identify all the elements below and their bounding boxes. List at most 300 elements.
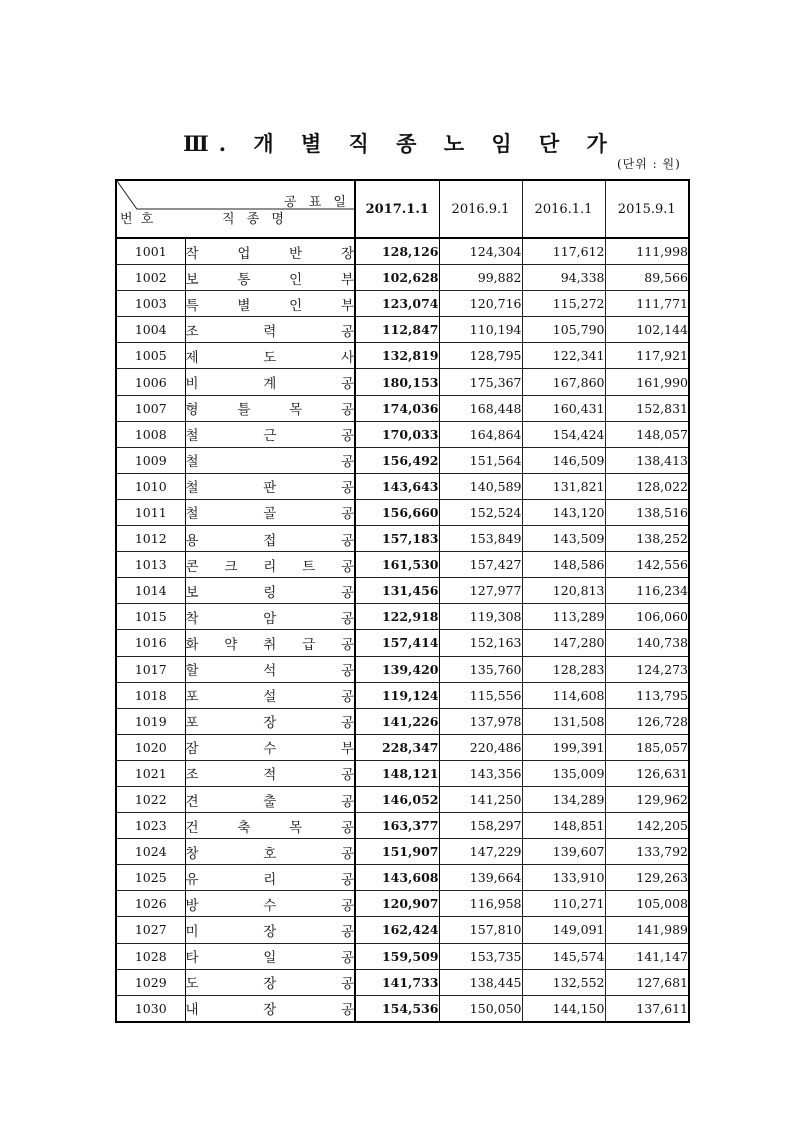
- job-name-char: 골: [263, 506, 277, 523]
- job-name: [185, 630, 355, 656]
- job-name-char: 적: [263, 767, 277, 784]
- job-name-char: 석: [263, 663, 277, 680]
- row-number: 1020: [116, 734, 185, 760]
- wage-value: 138,413: [605, 447, 689, 473]
- table-row: [116, 839, 689, 865]
- row-number: 1024: [116, 839, 185, 865]
- job-name-char: 제: [185, 349, 199, 366]
- job-name-char: 수: [263, 897, 277, 914]
- wage-value: 141,147: [605, 943, 689, 969]
- job-name-char: 출: [263, 793, 277, 810]
- job-name-char: 공: [340, 454, 354, 471]
- wage-value: 120,716: [439, 291, 522, 317]
- job-name-char: 근: [263, 428, 277, 445]
- job-name-char: 장: [263, 1002, 277, 1019]
- wage-value: 199,391: [522, 734, 605, 760]
- wage-value: 150,050: [439, 995, 522, 1022]
- row-number: 1011: [116, 499, 185, 525]
- job-name-char: 타: [185, 950, 199, 967]
- table-row: [116, 317, 689, 343]
- wage-value: 113,289: [522, 604, 605, 630]
- row-number: 1005: [116, 343, 185, 369]
- wage-value: 157,183: [355, 526, 439, 552]
- wage-value: 119,124: [355, 682, 439, 708]
- job-name-char: 착: [185, 610, 199, 627]
- wage-value: 123,074: [355, 291, 439, 317]
- wage-value: 142,205: [605, 813, 689, 839]
- job-name-char: 사: [340, 349, 354, 366]
- wage-value: 161,530: [355, 552, 439, 578]
- table-body: [116, 238, 689, 1022]
- wage-value: 99,882: [439, 265, 522, 291]
- wage-value: 112,847: [355, 317, 439, 343]
- row-number: 1008: [116, 421, 185, 447]
- wage-value: 157,810: [439, 917, 522, 943]
- wage-value: 128,795: [439, 343, 522, 369]
- job-name-char: 장: [340, 245, 354, 262]
- job-name: [185, 238, 355, 265]
- wage-value: 128,126: [355, 238, 439, 265]
- wage-value: 148,851: [522, 813, 605, 839]
- table-row: [116, 526, 689, 552]
- wage-value: 138,516: [605, 499, 689, 525]
- table-row: [116, 421, 689, 447]
- table-row: [116, 943, 689, 969]
- wage-value: 124,273: [605, 656, 689, 682]
- table-row: [116, 708, 689, 734]
- wage-value: 147,280: [522, 630, 605, 656]
- job-name-char: 공: [340, 923, 354, 940]
- table-row: [116, 656, 689, 682]
- wage-value: 185,057: [605, 734, 689, 760]
- wage-value: 114,608: [522, 682, 605, 708]
- wage-value: 105,008: [605, 891, 689, 917]
- wage-value: 154,536: [355, 995, 439, 1022]
- table-row: [116, 291, 689, 317]
- wage-value: 157,427: [439, 552, 522, 578]
- row-number: 1018: [116, 682, 185, 708]
- row-number: 1002: [116, 265, 185, 291]
- table-row: [116, 395, 689, 421]
- job-name: [185, 369, 355, 395]
- job-name-char: 리: [263, 558, 277, 575]
- job-name-char: 별: [237, 297, 251, 314]
- job-name-char: 공: [340, 376, 354, 393]
- wage-value: 94,338: [522, 265, 605, 291]
- job-name-char: 내: [185, 1002, 199, 1019]
- job-name: [185, 317, 355, 343]
- wage-value: 160,431: [522, 395, 605, 421]
- job-name: [185, 395, 355, 421]
- job-name: [185, 447, 355, 473]
- wage-value: 152,163: [439, 630, 522, 656]
- wage-value: 143,608: [355, 865, 439, 891]
- date-header-2017-1-1: 2017.1.1: [355, 180, 439, 238]
- wage-value: 158,297: [439, 813, 522, 839]
- job-name-char: 도: [185, 976, 199, 993]
- wage-value: 141,226: [355, 708, 439, 734]
- date-header-2015-9-1: 2015.9.1: [605, 180, 689, 238]
- job-name-char: 공: [340, 793, 354, 810]
- row-number: 1023: [116, 813, 185, 839]
- wage-value: 120,813: [522, 578, 605, 604]
- wage-value: 161,990: [605, 369, 689, 395]
- job-name-char: 장: [263, 976, 277, 993]
- job-name: [185, 656, 355, 682]
- job-name-char: 철: [185, 480, 199, 497]
- row-number: 1007: [116, 395, 185, 421]
- wage-value: 126,631: [605, 760, 689, 786]
- table-row: [116, 865, 689, 891]
- job-name: [185, 786, 355, 812]
- job-name: [185, 421, 355, 447]
- job-name-char: 공: [340, 871, 354, 888]
- wage-value: 167,860: [522, 369, 605, 395]
- job-name-char: 암: [263, 610, 277, 627]
- job-name-label: 직 종 명: [222, 212, 288, 227]
- wage-value: 128,022: [605, 473, 689, 499]
- job-name-char: 링: [263, 584, 277, 601]
- wage-value: 139,607: [522, 839, 605, 865]
- job-name-char: 취: [263, 636, 277, 653]
- wage-value: 141,989: [605, 917, 689, 943]
- wage-value: 175,367: [439, 369, 522, 395]
- wage-value: 152,831: [605, 395, 689, 421]
- wage-value: 115,272: [522, 291, 605, 317]
- job-name-char: 작: [185, 245, 199, 262]
- wage-value: 129,962: [605, 786, 689, 812]
- wage-value: 148,057: [605, 421, 689, 447]
- wage-value: 138,252: [605, 526, 689, 552]
- wage-value: 132,552: [522, 969, 605, 995]
- job-name-char: 철: [185, 428, 199, 445]
- wage-value: 146,052: [355, 786, 439, 812]
- job-name-char: 공: [340, 402, 354, 419]
- wage-value: 133,910: [522, 865, 605, 891]
- wage-value: 152,524: [439, 499, 522, 525]
- wage-value: 153,735: [439, 943, 522, 969]
- table-row: [116, 917, 689, 943]
- table-row: [116, 734, 689, 760]
- wage-value: 143,120: [522, 499, 605, 525]
- job-name: [185, 291, 355, 317]
- job-name-char: 력: [263, 323, 277, 340]
- job-name-char: 철: [185, 506, 199, 523]
- wage-value: 120,907: [355, 891, 439, 917]
- wage-value: 163,377: [355, 813, 439, 839]
- job-name-char: 리: [263, 871, 277, 888]
- job-name-char: 특: [185, 297, 199, 314]
- row-number: 1027: [116, 917, 185, 943]
- job-name-char: 호: [263, 845, 277, 862]
- job-name-char: 크: [224, 558, 238, 575]
- wage-value: 135,009: [522, 760, 605, 786]
- wage-value: 117,921: [605, 343, 689, 369]
- job-name-char: 부: [340, 741, 354, 758]
- wage-value: 133,792: [605, 839, 689, 865]
- job-name-char: 포: [185, 689, 199, 706]
- wage-value: 140,589: [439, 473, 522, 499]
- announce-date-label: 공 표 일: [284, 195, 350, 210]
- job-name-char: 급: [302, 636, 316, 653]
- table-row: [116, 682, 689, 708]
- job-name-char: 계: [263, 376, 277, 393]
- wage-value: 139,420: [355, 656, 439, 682]
- date-header-2016-1-1: 2016.1.1: [522, 180, 605, 238]
- job-name-char: 방: [185, 897, 199, 914]
- wage-value: 126,728: [605, 708, 689, 734]
- job-name-char: 공: [340, 532, 354, 549]
- job-name-char: 인: [289, 297, 303, 314]
- job-name: [185, 734, 355, 760]
- wage-value: 102,628: [355, 265, 439, 291]
- job-name-char: 업: [237, 245, 251, 262]
- row-number: 1016: [116, 630, 185, 656]
- wage-value: 151,907: [355, 839, 439, 865]
- page-title: Ⅲ. 개 별 직 종 노 임 단 가: [183, 131, 617, 156]
- job-name-char: 목: [289, 402, 303, 419]
- table-row: [116, 499, 689, 525]
- wage-value: 89,566: [605, 265, 689, 291]
- wage-value: 132,819: [355, 343, 439, 369]
- wage-value: 141,250: [439, 786, 522, 812]
- job-name-char: 통: [237, 271, 251, 288]
- wage-value: 143,356: [439, 760, 522, 786]
- wage-value: 122,918: [355, 604, 439, 630]
- job-name-char: 조: [185, 323, 199, 340]
- wage-value: 141,733: [355, 969, 439, 995]
- job-name-char: 철: [185, 454, 199, 471]
- job-name: [185, 760, 355, 786]
- job-name-char: 견: [185, 793, 199, 810]
- wage-value: 115,556: [439, 682, 522, 708]
- wage-value: 168,448: [439, 395, 522, 421]
- job-name-char: 공: [340, 323, 354, 340]
- wage-value: 154,424: [522, 421, 605, 447]
- job-name: [185, 343, 355, 369]
- table-row: [116, 969, 689, 995]
- job-name-char: 공: [340, 1002, 354, 1019]
- row-number: 1029: [116, 969, 185, 995]
- job-name: [185, 265, 355, 291]
- wage-value: 145,574: [522, 943, 605, 969]
- row-number: 1019: [116, 708, 185, 734]
- diagonal-header-cell: [116, 180, 355, 238]
- job-name: [185, 995, 355, 1022]
- wage-value: 144,150: [522, 995, 605, 1022]
- job-name-char: 공: [340, 636, 354, 653]
- row-number: 1012: [116, 526, 185, 552]
- job-name-char: 반: [289, 245, 303, 262]
- wage-value: 113,795: [605, 682, 689, 708]
- row-number: 1003: [116, 291, 185, 317]
- job-name-char: 부: [340, 297, 354, 314]
- job-name-char: 부: [340, 271, 354, 288]
- table-row: [116, 995, 689, 1022]
- job-name-char: 공: [340, 663, 354, 680]
- job-name-char: 미: [185, 923, 199, 940]
- row-number: 1010: [116, 473, 185, 499]
- job-name-char: 인: [289, 271, 303, 288]
- wage-value: 116,958: [439, 891, 522, 917]
- table-header-row: [116, 180, 689, 238]
- wage-value: 162,424: [355, 917, 439, 943]
- row-number: 1014: [116, 578, 185, 604]
- job-name: [185, 578, 355, 604]
- wage-value: 140,738: [605, 630, 689, 656]
- wage-value: 110,271: [522, 891, 605, 917]
- row-number: 1026: [116, 891, 185, 917]
- wage-value: 110,194: [439, 317, 522, 343]
- wage-value: 174,036: [355, 395, 439, 421]
- wage-value: 228,347: [355, 734, 439, 760]
- job-name-char: 화: [185, 636, 199, 653]
- job-name-char: 공: [340, 506, 354, 523]
- wage-value: 128,283: [522, 656, 605, 682]
- job-name: [185, 891, 355, 917]
- wage-value: 127,977: [439, 578, 522, 604]
- job-name-char: 일: [263, 950, 277, 967]
- job-name-char: 목: [289, 819, 303, 836]
- job-name-char: 약: [224, 636, 238, 653]
- row-number: 1006: [116, 369, 185, 395]
- job-name-char: 유: [185, 871, 199, 888]
- table-row: [116, 786, 689, 812]
- wage-value: 131,508: [522, 708, 605, 734]
- table-row: [116, 630, 689, 656]
- job-name-char: 장: [263, 923, 277, 940]
- table-row: [116, 343, 689, 369]
- job-name-char: 공: [340, 428, 354, 445]
- row-number: 1021: [116, 760, 185, 786]
- wage-value: 170,033: [355, 421, 439, 447]
- job-name-char: 보: [185, 584, 199, 601]
- job-name: [185, 839, 355, 865]
- job-name-char: 할: [185, 663, 199, 680]
- job-name-char: 트: [302, 558, 316, 575]
- job-name-char: 수: [263, 741, 277, 758]
- number-label: 번 호: [120, 212, 156, 227]
- wage-value: 164,864: [439, 421, 522, 447]
- wage-value: 134,289: [522, 786, 605, 812]
- row-number: 1004: [116, 317, 185, 343]
- wage-value: 127,681: [605, 969, 689, 995]
- wage-value: 105,790: [522, 317, 605, 343]
- wage-value: 142,556: [605, 552, 689, 578]
- job-name: [185, 682, 355, 708]
- job-name-char: 공: [340, 976, 354, 993]
- job-name-char: 공: [340, 819, 354, 836]
- job-name-char: 도: [263, 349, 277, 366]
- wage-value: 153,849: [439, 526, 522, 552]
- job-name-char: 공: [340, 897, 354, 914]
- job-name-char: 공: [340, 584, 354, 601]
- wage-value: 106,060: [605, 604, 689, 630]
- table-row: [116, 552, 689, 578]
- job-name-char: 형: [185, 402, 199, 419]
- job-name: [185, 943, 355, 969]
- job-name-char: 공: [340, 845, 354, 862]
- job-name-char: 건: [185, 819, 199, 836]
- job-name: [185, 473, 355, 499]
- job-name: [185, 969, 355, 995]
- row-number: 1025: [116, 865, 185, 891]
- table-row: [116, 447, 689, 473]
- table-row: [116, 891, 689, 917]
- row-number: 1017: [116, 656, 185, 682]
- wage-value: 159,509: [355, 943, 439, 969]
- job-name-char: 창: [185, 845, 199, 862]
- wage-value: 135,760: [439, 656, 522, 682]
- unit-label: (단위 : 원): [617, 157, 681, 171]
- job-name-char: 공: [340, 610, 354, 627]
- job-name: [185, 917, 355, 943]
- table-row: [116, 604, 689, 630]
- row-number: 1015: [116, 604, 185, 630]
- wage-value: 139,664: [439, 865, 522, 891]
- wage-value: 102,144: [605, 317, 689, 343]
- wage-value: 117,612: [522, 238, 605, 265]
- job-name-char: 공: [340, 950, 354, 967]
- wage-value: 147,229: [439, 839, 522, 865]
- date-header-2016-9-1: 2016.9.1: [439, 180, 522, 238]
- job-name-char: 용: [185, 532, 199, 549]
- row-number: 1013: [116, 552, 185, 578]
- row-number: 1030: [116, 995, 185, 1022]
- wage-value: 180,153: [355, 369, 439, 395]
- job-name-char: 접: [263, 532, 277, 549]
- job-name-char: 축: [237, 819, 251, 836]
- job-name-char: 공: [340, 480, 354, 497]
- wage-value: 148,121: [355, 760, 439, 786]
- wage-value: 111,998: [605, 238, 689, 265]
- job-name-char: 잠: [185, 741, 199, 758]
- table-row: [116, 473, 689, 499]
- wage-value: 157,414: [355, 630, 439, 656]
- job-name: [185, 552, 355, 578]
- wage-value: 131,821: [522, 473, 605, 499]
- job-name-char: 공: [340, 715, 354, 732]
- job-name: [185, 526, 355, 552]
- job-name-char: 판: [263, 480, 277, 497]
- job-name-char: 콘: [185, 558, 199, 575]
- job-name-char: 장: [263, 715, 277, 732]
- table-row: [116, 578, 689, 604]
- wage-value: 151,564: [439, 447, 522, 473]
- job-name-char: 공: [340, 767, 354, 784]
- job-name-char: 틀: [237, 402, 251, 419]
- job-name-char: 설: [263, 689, 277, 706]
- wage-value: 131,456: [355, 578, 439, 604]
- wage-value: 124,304: [439, 238, 522, 265]
- job-name: [185, 499, 355, 525]
- wage-value: 137,978: [439, 708, 522, 734]
- row-number: 1009: [116, 447, 185, 473]
- wage-value: 146,509: [522, 447, 605, 473]
- wage-value: 156,660: [355, 499, 439, 525]
- wage-value: 143,509: [522, 526, 605, 552]
- wage-value: 119,308: [439, 604, 522, 630]
- job-name-char: 포: [185, 715, 199, 732]
- wage-table: [115, 179, 690, 1023]
- wage-value: 137,611: [605, 995, 689, 1022]
- job-name: [185, 813, 355, 839]
- job-name: [185, 865, 355, 891]
- wage-value: 148,586: [522, 552, 605, 578]
- table-row: [116, 238, 689, 265]
- wage-value: 138,445: [439, 969, 522, 995]
- row-number: 1022: [116, 786, 185, 812]
